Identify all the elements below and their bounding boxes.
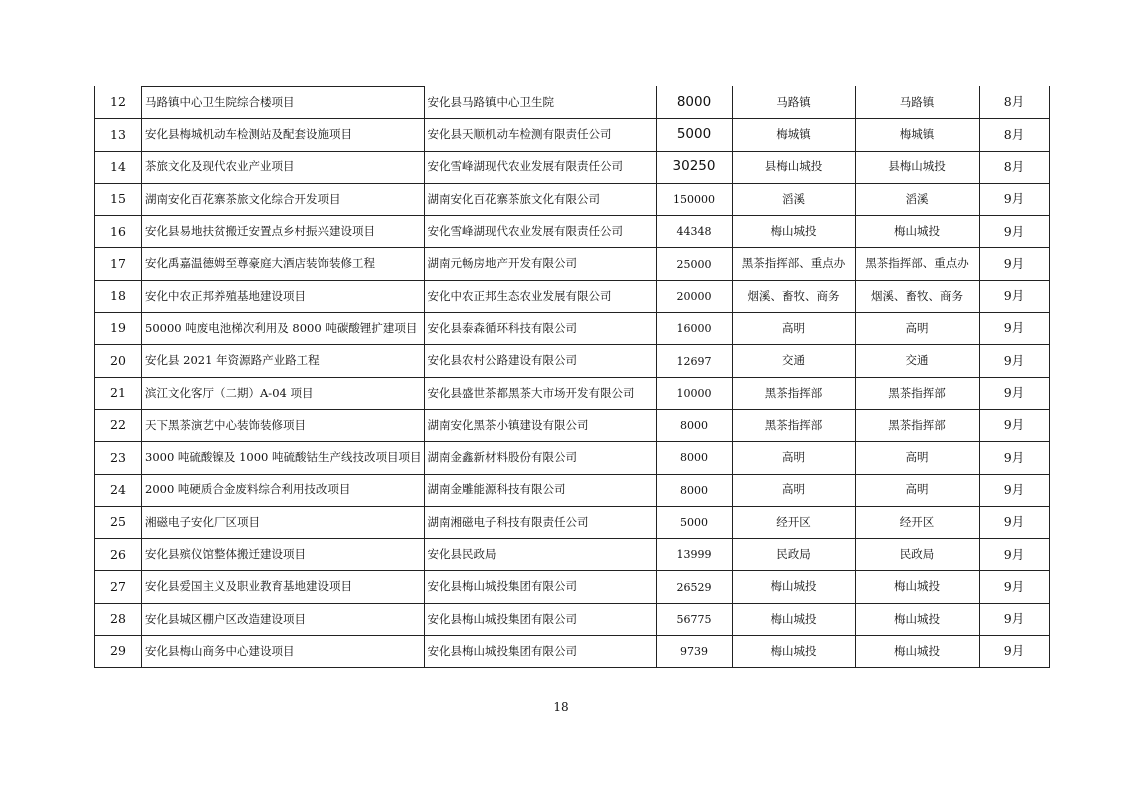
row-number-cell: 15 — [95, 183, 142, 215]
row-number-cell: 26 — [95, 539, 142, 571]
row-number-cell: 27 — [95, 571, 142, 603]
row-number-cell: 18 — [95, 280, 142, 312]
project-name-cell: 马路镇中心卫生院综合楼项目 — [142, 87, 425, 119]
responsible-unit-cell: 梅山城投 — [732, 216, 855, 248]
row-number-cell: 23 — [95, 442, 142, 474]
lead-unit-cell: 高明 — [855, 474, 979, 506]
responsible-unit-cell: 高明 — [732, 313, 855, 345]
responsible-unit-cell: 梅山城投 — [732, 603, 855, 635]
investment-amount-cell: 25000 — [656, 248, 732, 280]
table-row — [95, 603, 1050, 635]
lead-unit-cell: 梅山城投 — [855, 216, 979, 248]
row-number-cell: 12 — [95, 87, 142, 119]
project-name-cell: 茶旅文化及现代农业产业项目 — [142, 151, 425, 183]
project-name-cell: 天下黑茶演艺中心装饰装修项目 — [142, 409, 425, 441]
row-number-cell: 22 — [95, 409, 142, 441]
month-cell: 9月 — [979, 345, 1049, 377]
investment-amount-cell: 26529 — [656, 571, 732, 603]
responsible-unit-cell: 烟溪、畜牧、商务 — [732, 280, 855, 312]
company-name-cell: 安化中农正邦生态农业发展有限公司 — [424, 280, 656, 312]
company-name-cell: 安化县农村公路建设有限公司 — [424, 345, 656, 377]
investment-amount-cell: 56775 — [656, 603, 732, 635]
responsible-unit-cell: 梅城镇 — [732, 119, 855, 151]
lead-unit-cell: 梅山城投 — [855, 571, 979, 603]
investment-amount-cell: 13999 — [656, 539, 732, 571]
investment-amount-cell: 30250 — [656, 151, 732, 183]
page-number: 18 — [553, 700, 569, 714]
table-row — [95, 506, 1050, 538]
company-name-cell: 安化县梅山城投集团有限公司 — [424, 636, 656, 668]
table-row — [95, 280, 1050, 312]
lead-unit-cell: 高明 — [855, 442, 979, 474]
investment-amount-cell: 44348 — [656, 216, 732, 248]
month-cell: 8月 — [979, 151, 1049, 183]
month-cell: 8月 — [979, 119, 1049, 151]
company-name-cell: 安化县民政局 — [424, 539, 656, 571]
table-row — [95, 474, 1050, 506]
month-cell: 9月 — [979, 474, 1049, 506]
responsible-unit-cell: 马路镇 — [732, 87, 855, 119]
month-cell: 9月 — [979, 571, 1049, 603]
investment-amount-cell: 16000 — [656, 313, 732, 345]
investment-amount-cell: 20000 — [656, 280, 732, 312]
company-name-cell: 湖南安化黑茶小镇建设有限公司 — [424, 409, 656, 441]
responsible-unit-cell: 交通 — [732, 345, 855, 377]
table-row — [95, 87, 1050, 119]
company-name-cell: 安化县盛世茶都黑茶大市场开发有限公司 — [424, 377, 656, 409]
table-row — [95, 636, 1050, 668]
company-name-cell: 湖南元畅房地产开发有限公司 — [424, 248, 656, 280]
table-row — [95, 571, 1050, 603]
row-number-cell: 21 — [95, 377, 142, 409]
month-cell: 9月 — [979, 603, 1049, 635]
row-number-cell: 25 — [95, 506, 142, 538]
lead-unit-cell: 黑茶指挥部 — [855, 377, 979, 409]
month-cell: 9月 — [979, 183, 1049, 215]
project-name-cell: 滨江文化客厅（二期）A-04 项目 — [142, 377, 425, 409]
responsible-unit-cell: 县梅山城投 — [732, 151, 855, 183]
lead-unit-cell: 高明 — [855, 313, 979, 345]
project-name-cell: 湖南安化百花寨茶旅文化综合开发项目 — [142, 183, 425, 215]
month-cell: 9月 — [979, 409, 1049, 441]
table-row — [95, 248, 1050, 280]
lead-unit-cell: 县梅山城投 — [855, 151, 979, 183]
lead-unit-cell: 经开区 — [855, 506, 979, 538]
company-name-cell: 湖南金鑫新材料股份有限公司 — [424, 442, 656, 474]
lead-unit-cell: 交通 — [855, 345, 979, 377]
row-number-cell: 29 — [95, 636, 142, 668]
table-row — [95, 377, 1050, 409]
lead-unit-cell: 黑茶指挥部 — [855, 409, 979, 441]
company-name-cell: 安化雪峰湖现代农业发展有限责任公司 — [424, 151, 656, 183]
responsible-unit-cell: 梅山城投 — [732, 636, 855, 668]
company-name-cell: 安化县梅山城投集团有限公司 — [424, 603, 656, 635]
responsible-unit-cell: 民政局 — [732, 539, 855, 571]
responsible-unit-cell: 黑茶指挥部 — [732, 409, 855, 441]
month-cell: 9月 — [979, 280, 1049, 312]
investment-amount-cell: 150000 — [656, 183, 732, 215]
company-name-cell: 湖南金雕能源科技有限公司 — [424, 474, 656, 506]
investment-amount-cell: 5000 — [656, 119, 732, 151]
project-name-cell: 安化县爱国主义及职业教育基地建设项目 — [142, 571, 425, 603]
row-number-cell: 17 — [95, 248, 142, 280]
row-number-cell: 20 — [95, 345, 142, 377]
month-cell: 9月 — [979, 248, 1049, 280]
lead-unit-cell: 马路镇 — [855, 87, 979, 119]
investment-amount-cell: 9739 — [656, 636, 732, 668]
lead-unit-cell: 梅城镇 — [855, 119, 979, 151]
responsible-unit-cell: 经开区 — [732, 506, 855, 538]
table-row — [95, 442, 1050, 474]
responsible-unit-cell: 黑茶指挥部、重点办 — [732, 248, 855, 280]
project-table — [94, 86, 1050, 668]
project-name-cell: 50000 吨废电池梯次利用及 8000 吨碳酸锂扩建项目 — [142, 313, 425, 345]
row-number-cell: 13 — [95, 119, 142, 151]
responsible-unit-cell: 黑茶指挥部 — [732, 377, 855, 409]
month-cell: 8月 — [979, 87, 1049, 119]
lead-unit-cell: 梅山城投 — [855, 603, 979, 635]
company-name-cell: 安化县天顺机动车检测有限责任公司 — [424, 119, 656, 151]
investment-amount-cell: 8000 — [656, 87, 732, 119]
project-name-cell: 湘磁电子安化厂区项目 — [142, 506, 425, 538]
project-name-cell: 2000 吨硬质合金废料综合利用技改项目 — [142, 474, 425, 506]
row-number-cell: 16 — [95, 216, 142, 248]
table-row — [95, 216, 1050, 248]
month-cell: 9月 — [979, 506, 1049, 538]
company-name-cell: 湖南湘磁电子科技有限责任公司 — [424, 506, 656, 538]
lead-unit-cell: 民政局 — [855, 539, 979, 571]
project-name-cell: 安化县城区棚户区改造建设项目 — [142, 603, 425, 635]
company-name-cell: 湖南安化百花寨茶旅文化有限公司 — [424, 183, 656, 215]
table-row — [95, 183, 1050, 215]
project-name-cell: 安化县梅城机动车检测站及配套设施项目 — [142, 119, 425, 151]
month-cell: 9月 — [979, 377, 1049, 409]
investment-amount-cell: 5000 — [656, 506, 732, 538]
project-name-cell: 安化禹嘉温德姆至尊豪庭大酒店装饰装修工程 — [142, 248, 425, 280]
table-row — [95, 151, 1050, 183]
month-cell: 9月 — [979, 442, 1049, 474]
company-name-cell: 安化县梅山城投集团有限公司 — [424, 571, 656, 603]
investment-amount-cell: 8000 — [656, 474, 732, 506]
lead-unit-cell: 梅山城投 — [855, 636, 979, 668]
investment-amount-cell: 10000 — [656, 377, 732, 409]
responsible-unit-cell: 梅山城投 — [732, 571, 855, 603]
project-name-cell: 安化中农正邦养殖基地建设项目 — [142, 280, 425, 312]
row-number-cell: 19 — [95, 313, 142, 345]
lead-unit-cell: 烟溪、畜牧、商务 — [855, 280, 979, 312]
project-name-cell: 安化县殡仪馆整体搬迁建设项目 — [142, 539, 425, 571]
table-row — [95, 313, 1050, 345]
row-number-cell: 24 — [95, 474, 142, 506]
table-row — [95, 345, 1050, 377]
project-name-cell: 安化县 2021 年资源路产业路工程 — [142, 345, 425, 377]
lead-unit-cell: 黑茶指挥部、重点办 — [855, 248, 979, 280]
responsible-unit-cell: 高明 — [732, 442, 855, 474]
month-cell: 9月 — [979, 313, 1049, 345]
month-cell: 9月 — [979, 216, 1049, 248]
row-number-cell: 14 — [95, 151, 142, 183]
month-cell: 9月 — [979, 636, 1049, 668]
project-name-cell: 3000 吨硫酸镍及 1000 吨硫酸钴生产线技改项目项目 — [142, 442, 425, 474]
investment-amount-cell: 8000 — [656, 409, 732, 441]
table-row — [95, 409, 1050, 441]
company-name-cell: 安化雪峰湖现代农业发展有限责任公司 — [424, 216, 656, 248]
company-name-cell: 安化县马路镇中心卫生院 — [424, 87, 656, 119]
investment-amount-cell: 8000 — [656, 442, 732, 474]
company-name-cell: 安化县泰森循环科技有限公司 — [424, 313, 656, 345]
table-row — [95, 119, 1050, 151]
month-cell: 9月 — [979, 539, 1049, 571]
project-name-cell: 安化县梅山商务中心建设项目 — [142, 636, 425, 668]
lead-unit-cell: 滔溪 — [855, 183, 979, 215]
responsible-unit-cell: 滔溪 — [732, 183, 855, 215]
table-row — [95, 539, 1050, 571]
investment-amount-cell: 12697 — [656, 345, 732, 377]
responsible-unit-cell: 高明 — [732, 474, 855, 506]
project-name-cell: 安化县易地扶贫搬迁安置点乡村振兴建设项目 — [142, 216, 425, 248]
table-body — [95, 87, 1050, 668]
row-number-cell: 28 — [95, 603, 142, 635]
